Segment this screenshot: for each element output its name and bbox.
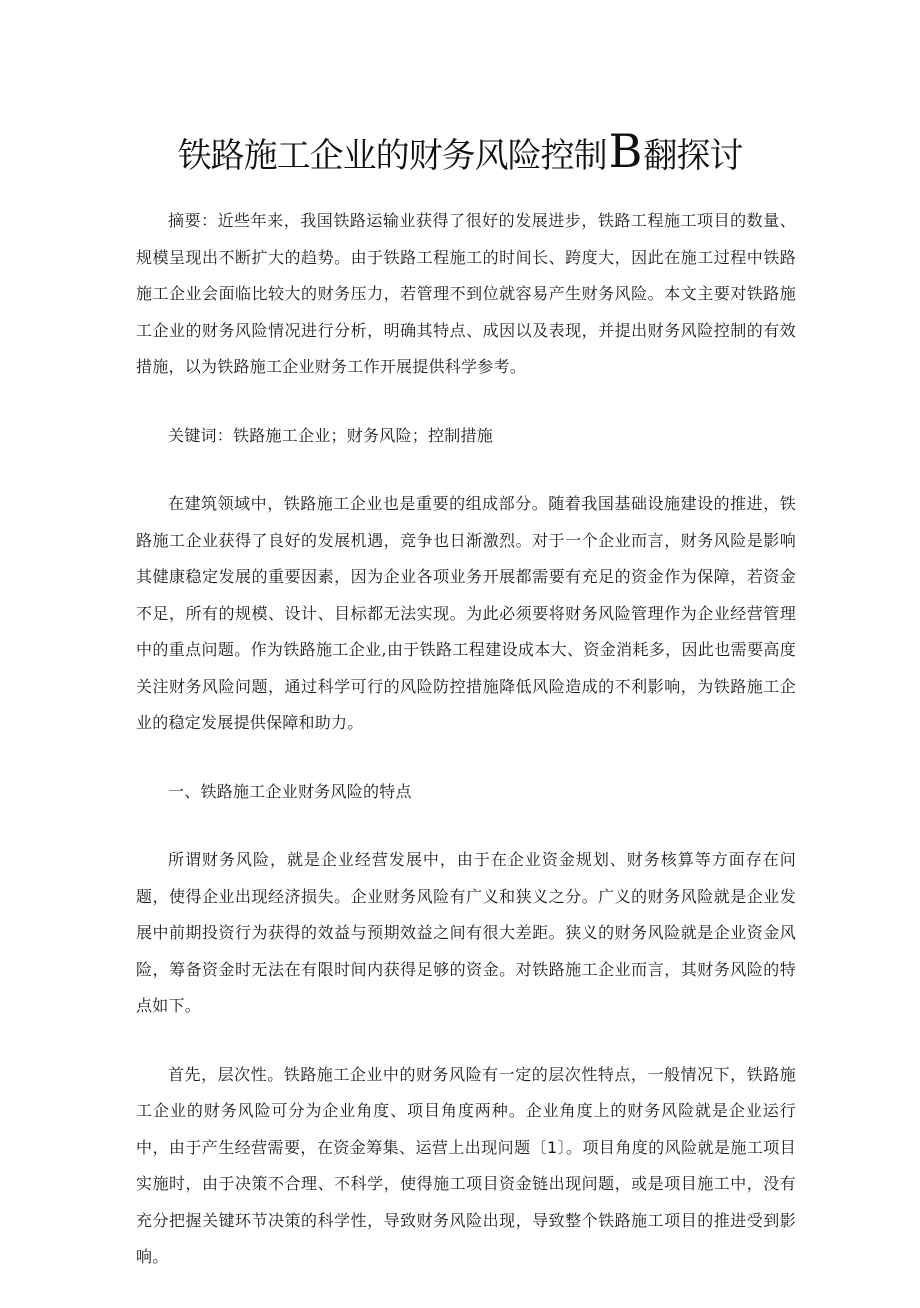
abstract-paragraph: 摘要：近些年来，我国铁路运输业获得了很好的发展进步，铁路工程施工项目的数量、规模呈现出不断扩大的趋势。由于铁路工程施工的时间长、跨度大，因此在施工过程中铁路施工企业会面临比较大的财务压力，若管理不到位就容易产生财务风险。本文主要对铁路施工企业的财务风险情况进行分析，明确其特点、成因以及表现，并提出财务风险控制的有效措施，以为铁路施工企业财务工作开展提供科学参考。: [136, 211, 796, 376]
document-title: [0, 126, 920, 181]
paragraph-text-continued: 。项目角度的风险就是施工项目实施时，由于决策不合理、不科学，使得施工项目资金链出现问题，或是项目施工中，没有充分把握关键环节决策的科学性，导致财务风险出现，导致整个铁路施工项目的推进受到影响。: [136, 1137, 796, 1266]
section-heading: 一、铁路施工企业财务风险的特点: [168, 781, 412, 801]
keywords-line: 关键词：铁路施工企业；财务风险；控制措施: [168, 425, 494, 445]
citation-marker: 〔1〕: [530, 1137, 567, 1157]
title-text: 铁路施工企业的财务风险控制: [177, 136, 607, 176]
body-paragraph-with-citation: [136, 1057, 796, 1276]
document-body: [136, 203, 796, 1308]
intro-paragraph: 在建筑领域中，铁路施工企业也是重要的组成部分。随着我国基础设施建设的推进，铁路施工企业获得了良好的发展机遇，竞争也日渐激烈。对于一个企业而言，财务风险是影响其健康稳定发展的重要因素，因为企业各项业务开展都需要有充足的资金作为保障，若资金不足，所有的规模、设计、目标都无法实现。为此必须要将财务风险管理作为企业经营管理中的重点问题。作为铁路施工企业,由于铁路工程建设成本大、资金消耗多，因此也需要高度关注财务风险问题，通过科学可行的风险防控措施降低风险造成的不利影响，为铁路施工企业的稳定发展提供保障和助力。: [136, 494, 796, 732]
title-text-end: 翻探讨: [643, 136, 743, 176]
paragraph-text: 首先，层次性。铁路施工企业中的财务风险有一定的层次性特点，一般情况下，铁路施工企业的财务风险可分为企业角度、项目角度两种。企业角度上的财务风险就是企业运行中，由于产生经营需要，在资金筹集、运营上出现问题: [136, 1064, 796, 1157]
title-large-letter: B: [608, 124, 642, 178]
body-paragraph: 所谓财务风险，就是企业经营发展中，由于在企业资金规划、财务核算等方面存在问题，使得企业出现经济损失。企业财务风险有广义和狭义之分。广义的财务风险就是企业发展中前期投资行为获得的效益与预期效益之间有很大差距。狭义的财务风险就是企业资金风险，筹备资金时无法在有限时间内获得足够的资金。对铁路施工企业而言，其财务风险的特点如下。: [136, 850, 796, 1015]
